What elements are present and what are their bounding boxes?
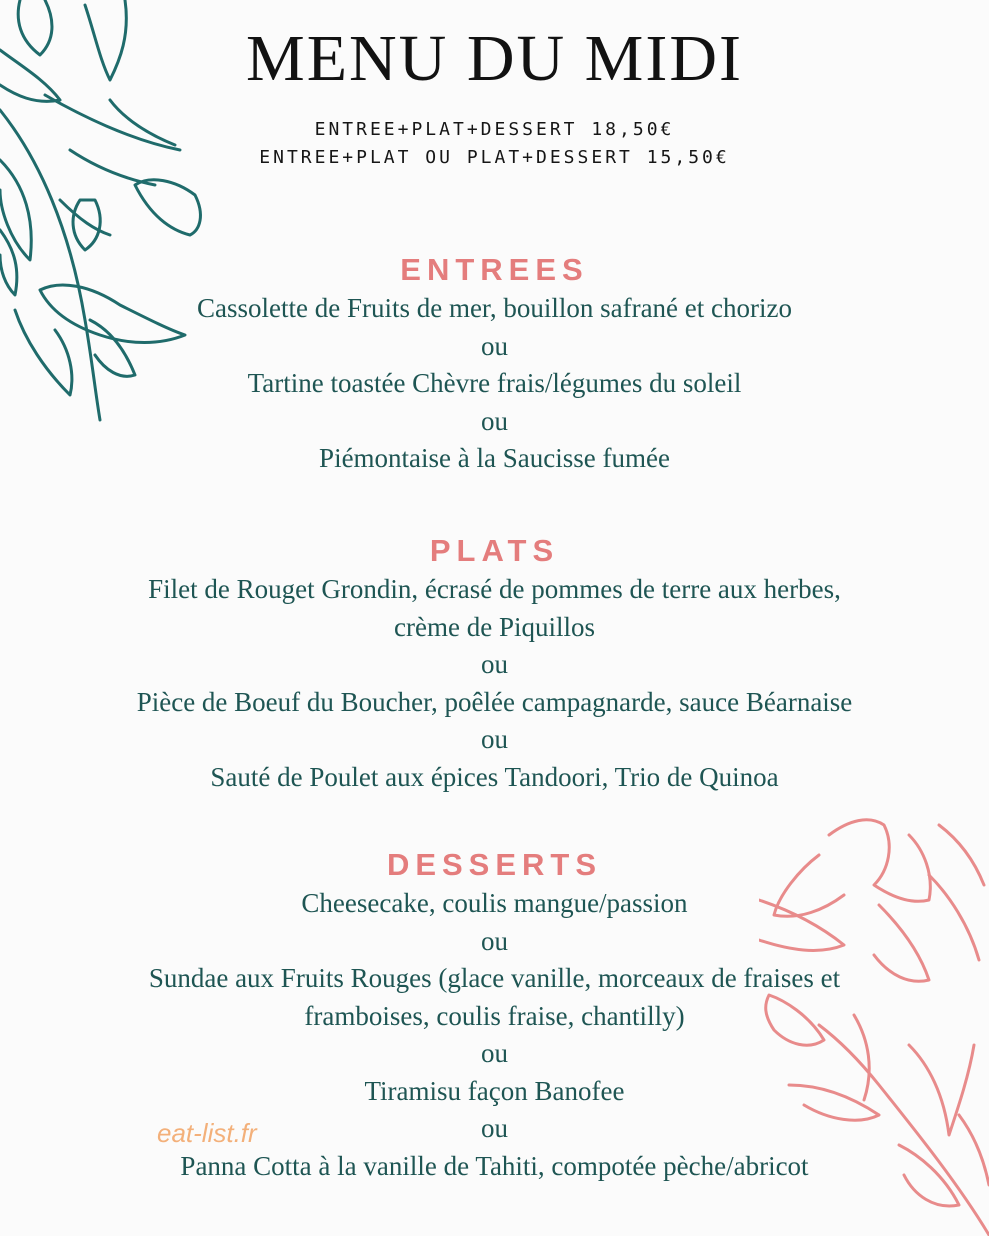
separator-ou: ou bbox=[481, 724, 508, 754]
menu-title: MENU DU MIDI bbox=[246, 22, 743, 95]
price-formula-full: ENTREE+PLAT+DESSERT 18,50€ bbox=[314, 119, 675, 140]
watermark: eat-list.fr bbox=[157, 1118, 257, 1148]
separator-ou: ou bbox=[481, 1113, 508, 1143]
dish-plat-2: Pièce de Boeuf du Boucher, poêlée campagnarde, sauce Béarnaise bbox=[136, 686, 853, 717]
dish-plat-1: Filet de Rouget Grondin, écrasé de pommes de terre aux herbes, bbox=[148, 574, 841, 604]
section-heading-plats: PLATS bbox=[429, 533, 560, 568]
dish-dessert-4: Panna Cotta à la vanille de Tahiti, compotée pèche/abricot bbox=[180, 1150, 809, 1181]
section-entrees bbox=[0, 250, 989, 478]
section-heading-desserts: DESSERTS bbox=[386, 847, 603, 882]
section-desserts bbox=[0, 845, 989, 1185]
separator-ou: ou bbox=[481, 1038, 508, 1068]
price-formulas bbox=[0, 116, 989, 172]
separator-ou: ou bbox=[481, 925, 508, 956]
section-plats bbox=[0, 531, 989, 796]
price-formula-partial: ENTREE+PLAT OU PLAT+DESSERT 15,50€ bbox=[259, 147, 730, 168]
dish-dessert-2-continued: framboises, coulis fraise, chantilly) bbox=[304, 1000, 685, 1031]
section-heading-entrees: ENTREES bbox=[400, 252, 589, 287]
dish-plat-3: Sauté de Poulet aux épices Tandoori, Trio de Quinoa bbox=[210, 761, 779, 792]
dish-dessert-2: Sundae aux Fruits Rouges (glace vanille, morceaux de fraises et bbox=[148, 963, 841, 993]
dish-dessert-3: Tiramisu façon Banofee bbox=[364, 1075, 625, 1106]
separator-ou: ou bbox=[481, 330, 508, 361]
dish-entree-2: Tartine toastée Chèvre frais/légumes du soleil bbox=[247, 368, 742, 398]
dish-dessert-1: Cheesecake, coulis mangue/passion bbox=[301, 888, 688, 918]
dish-entree-3: Piémontaise à la Saucisse fumée bbox=[319, 443, 670, 473]
dish-entree-1: Cassolette de Fruits de mer, bouillon safrané et chorizo bbox=[196, 293, 792, 323]
dish-plat-1-continued: crème de Piquillos bbox=[394, 611, 595, 642]
separator-ou: ou bbox=[481, 405, 508, 436]
separator-ou: ou bbox=[481, 649, 508, 679]
